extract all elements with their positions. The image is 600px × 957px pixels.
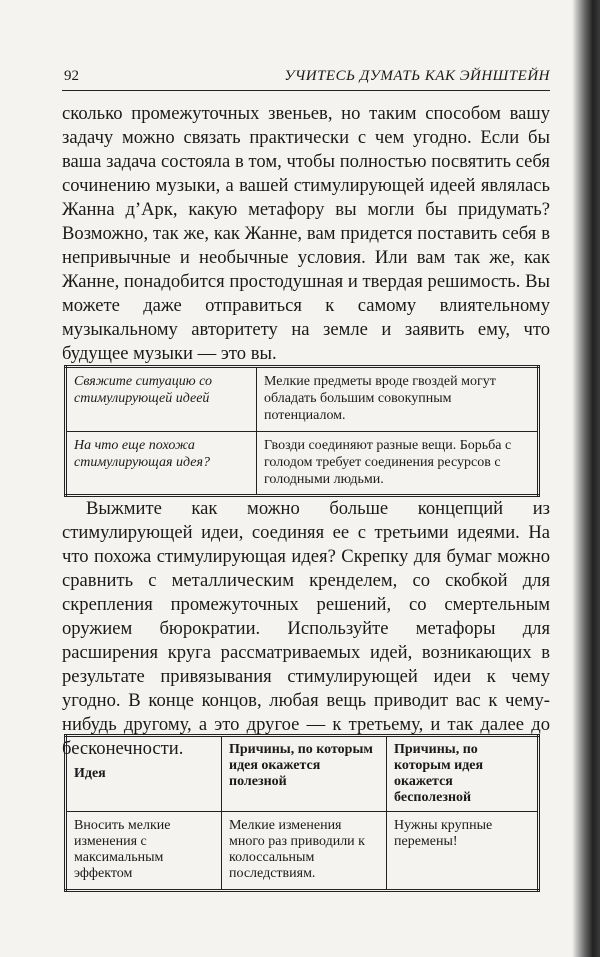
table-cell-label: На что еще похожа стимулирующая идея?	[66, 432, 257, 496]
page-edge-shadow	[572, 0, 600, 957]
page-number: 92	[64, 68, 79, 84]
table-header-row	[66, 736, 539, 812]
table-cell-useful: Мелкие изменения много раз приводили к колоссальным последствиям.	[222, 812, 387, 891]
body-paragraph-1: сколько промежуточных звеньев, но таким способом вашу задачу можно связать практически с чем угодно. Если бы ваша задача состояла в том, чтобы полностью посвятить себя сочинению музыки, а вашей стимулирующей идеей являлась Жанна д’Арк, какую метафору вы могли бы придумать? Возможно, так же, как Жанне, вам придется поставить себя в непривычные и необычные условия. Или вам так же, как Жанне, понадобится простодушная и твердая решимость. Вы можете даже отправиться к самому влиятельному музыкальному авторитету на земле и заявить ему, что будущее музыки — это вы.	[62, 103, 550, 364]
idea-evaluation-table	[64, 734, 540, 892]
table-row	[66, 367, 539, 432]
table-row	[66, 432, 539, 496]
table-cell-label: Свяжите ситуацию со стимулирующей идеей	[66, 367, 257, 432]
table-cell-text: Мелкие предметы вроде гвоздей могут обладать большим совокупным потенциалом.	[257, 367, 539, 432]
table-row	[66, 812, 539, 891]
metaphor-table	[64, 365, 540, 497]
column-header-useless: Причины, по которым идея окажется бесполезной	[387, 736, 539, 812]
running-title: УЧИТЕСЬ ДУМАТЬ КАК ЭЙНШТЕЙН	[284, 68, 550, 84]
page-header	[62, 66, 550, 91]
column-header-idea: Идея	[66, 736, 222, 812]
body-paragraph-2: Выжмите как можно больше концепций из стимулирующей идеи, соединяя ее с третьими идеями. На что похожа стимулирующая идея? Скрепку для бумаг можно сравнить с металлическим кренделем, со скобкой для скрепления промежуточных решений, со смертельным оружием бюрократии. Используйте метафоры для расширения круга рассматриваемых идей, возникающих в результате привязывания стимулирующей идеи к чему угодно. В конце концов, любая вещь приводит вас к чему-нибудь другому, а это другое — к третьему, и так далее до бесконечности.	[62, 498, 550, 759]
table-cell-useless: Нужны крупные перемены!	[387, 812, 539, 891]
table-cell-text: Гвозди соединяют разные вещи. Борьба с голодом требует соединения ресурсов с голодными людьми.	[257, 432, 539, 496]
column-header-useful: Причины, по которым идея окажется полезной	[222, 736, 387, 812]
table-cell-idea: Вносить мелкие изменения с максимальным эффектом	[66, 812, 222, 891]
